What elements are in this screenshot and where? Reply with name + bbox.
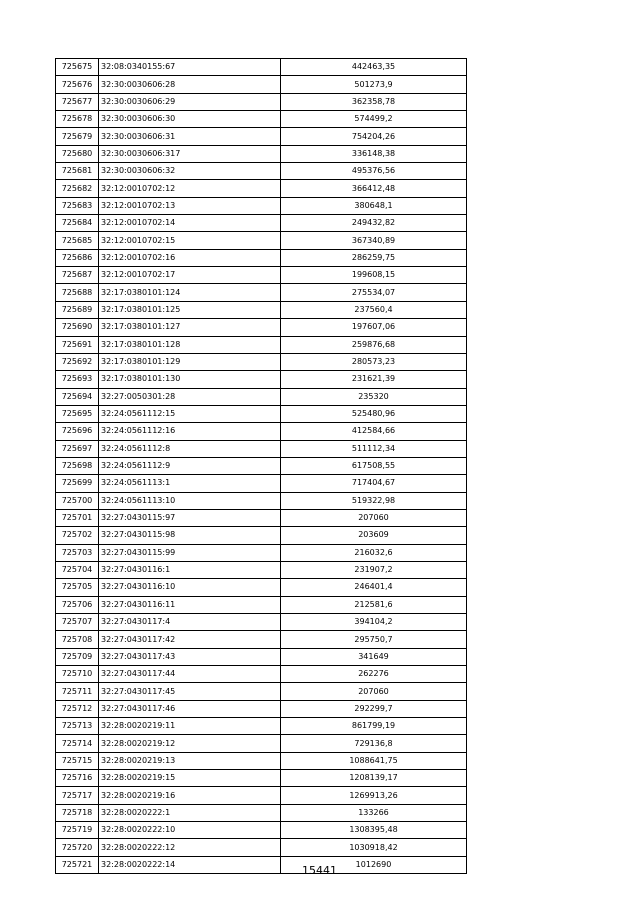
value-cell: 336148,38 [281,145,467,162]
value-cell: 1088641,75 [281,752,467,769]
row-id-cell: 725693 [56,371,99,388]
value-cell: 249432,82 [281,215,467,232]
value-cell: 235320 [281,388,467,405]
value-cell: 231621,39 [281,371,467,388]
table-row [56,596,467,613]
value-cell: 133266 [281,804,467,821]
cadastral-number-cell: 32:27:0430116:11 [99,596,281,613]
table-row [56,76,467,93]
cadastral-number-cell: 32:27:0430115:99 [99,544,281,561]
cadastral-number-cell: 32:27:0050301:28 [99,388,281,405]
value-cell: 501273,9 [281,76,467,93]
table-row [56,353,467,370]
row-id-cell: 725718 [56,804,99,821]
cadastral-number-cell: 32:27:0430117:44 [99,666,281,683]
table-row [56,180,467,197]
table-row [56,527,467,544]
table-row [56,735,467,752]
row-id-cell: 725715 [56,752,99,769]
value-cell: 412584,66 [281,423,467,440]
cadastral-number-cell: 32:12:0010702:17 [99,267,281,284]
cadastral-number-cell: 32:24:0561113:10 [99,492,281,509]
cadastral-number-cell: 32:27:0430115:98 [99,527,281,544]
cadastral-number-cell: 32:17:0380101:128 [99,336,281,353]
table-row [56,614,467,631]
cadastral-number-cell: 32:12:0010702:16 [99,249,281,266]
row-id-cell: 725686 [56,249,99,266]
value-cell: 203609 [281,527,467,544]
value-cell: 199608,15 [281,267,467,284]
row-id-cell: 725692 [56,353,99,370]
cadastral-number-cell: 32:24:0561113:1 [99,475,281,492]
cadastral-number-cell: 32:24:0561112:15 [99,405,281,422]
cadastral-number-cell: 32:30:0030606:31 [99,128,281,145]
cadastral-number-cell: 32:17:0380101:129 [99,353,281,370]
value-cell: 216032,6 [281,544,467,561]
value-cell: 367340,89 [281,232,467,249]
table-row [56,267,467,284]
cadastral-number-cell: 32:28:0020222:14 [99,856,281,873]
value-cell: 1269913,26 [281,787,467,804]
table-row [56,249,467,266]
value-cell: 1012690 [281,856,467,873]
cadastral-number-cell: 32:24:0561112:16 [99,423,281,440]
row-id-cell: 725683 [56,197,99,214]
table-row [56,822,467,839]
value-cell: 495376,56 [281,163,467,180]
value-cell: 861799,19 [281,718,467,735]
table-row [56,440,467,457]
table-row [56,59,467,76]
cadastral-number-cell: 32:28:0020219:15 [99,770,281,787]
row-id-cell: 725685 [56,232,99,249]
value-cell: 717404,67 [281,475,467,492]
table-row [56,111,467,128]
cadastral-number-cell: 32:08:0340155:67 [99,59,281,76]
cadastral-number-cell: 32:30:0030606:32 [99,163,281,180]
page-number: 15441 [302,864,337,877]
table-row [56,787,467,804]
cadastral-number-cell: 32:27:0430116:10 [99,579,281,596]
table-row [56,284,467,301]
value-cell: 231907,2 [281,561,467,578]
cadastral-number-cell: 32:27:0430116:1 [99,561,281,578]
cadastral-number-cell: 32:30:0030606:29 [99,93,281,110]
row-id-cell: 725703 [56,544,99,561]
value-cell: 237560,4 [281,301,467,318]
cadastral-number-cell: 32:12:0010702:13 [99,197,281,214]
value-cell: 380648,1 [281,197,467,214]
cadastral-number-cell: 32:27:0430117:45 [99,683,281,700]
cadastral-number-cell: 32:27:0430115:97 [99,509,281,526]
table-row [56,371,467,388]
value-cell: 207060 [281,683,467,700]
value-cell: 442463,35 [281,59,467,76]
row-id-cell: 725677 [56,93,99,110]
row-id-cell: 725690 [56,319,99,336]
row-id-cell: 725721 [56,856,99,873]
value-cell: 362358,78 [281,93,467,110]
table-row [56,423,467,440]
row-id-cell: 725687 [56,267,99,284]
table-row [56,579,467,596]
value-cell: 212581,6 [281,596,467,613]
table-row [56,544,467,561]
value-cell: 341649 [281,648,467,665]
value-cell: 525480,96 [281,405,467,422]
cadastral-number-cell: 32:12:0010702:14 [99,215,281,232]
row-id-cell: 725712 [56,700,99,717]
row-id-cell: 725695 [56,405,99,422]
cadastral-number-cell: 32:28:0020219:12 [99,735,281,752]
row-id-cell: 725691 [56,336,99,353]
row-id-cell: 725714 [56,735,99,752]
row-id-cell: 725705 [56,579,99,596]
row-id-cell: 725710 [56,666,99,683]
row-id-cell: 725716 [56,770,99,787]
cadastral-number-cell: 32:24:0561112:9 [99,457,281,474]
data-table [55,58,467,874]
cadastral-number-cell: 32:28:0020219:13 [99,752,281,769]
cadastral-number-cell: 32:28:0020219:16 [99,787,281,804]
value-cell: 729136,8 [281,735,467,752]
value-cell: 286259,75 [281,249,467,266]
value-cell: 754204,26 [281,128,467,145]
cadastral-number-cell: 32:12:0010702:12 [99,180,281,197]
table-row [56,128,467,145]
value-cell: 197607,06 [281,319,467,336]
cadastral-number-cell: 32:17:0380101:125 [99,301,281,318]
value-cell: 617508,55 [281,457,467,474]
row-id-cell: 725678 [56,111,99,128]
value-cell: 259876,68 [281,336,467,353]
table-row [56,770,467,787]
table-row [56,509,467,526]
value-cell: 1030918,42 [281,839,467,856]
table-row [56,804,467,821]
row-id-cell: 725680 [56,145,99,162]
value-cell: 280573,23 [281,353,467,370]
table-row [56,718,467,735]
row-id-cell: 725713 [56,718,99,735]
value-cell: 246401,4 [281,579,467,596]
row-id-cell: 725720 [56,839,99,856]
row-id-cell: 725684 [56,215,99,232]
table-row [56,457,467,474]
cadastral-number-cell: 32:30:0030606:30 [99,111,281,128]
value-cell: 511112,34 [281,440,467,457]
row-id-cell: 725709 [56,648,99,665]
row-id-cell: 725702 [56,527,99,544]
row-id-cell: 725681 [56,163,99,180]
value-cell: 292299,7 [281,700,467,717]
cadastral-number-cell: 32:30:0030606:28 [99,76,281,93]
table-row [56,752,467,769]
cadastral-number-cell: 32:17:0380101:130 [99,371,281,388]
table-row [56,93,467,110]
row-id-cell: 725697 [56,440,99,457]
value-cell: 275534,07 [281,284,467,301]
table-row [56,301,467,318]
row-id-cell: 725688 [56,284,99,301]
table-body [56,59,467,874]
table-row [56,232,467,249]
table-row [56,475,467,492]
table-row [56,561,467,578]
value-cell: 207060 [281,509,467,526]
table-row [56,683,467,700]
cadastral-number-cell: 32:17:0380101:124 [99,284,281,301]
value-cell: 394104,2 [281,614,467,631]
value-cell: 366412,48 [281,180,467,197]
row-id-cell: 725696 [56,423,99,440]
row-id-cell: 725676 [56,76,99,93]
row-id-cell: 725707 [56,614,99,631]
value-cell: 1308395,48 [281,822,467,839]
row-id-cell: 725717 [56,787,99,804]
cadastral-number-cell: 32:27:0430117:42 [99,631,281,648]
cadastral-number-cell: 32:27:0430117:4 [99,614,281,631]
row-id-cell: 725682 [56,180,99,197]
row-id-cell: 725675 [56,59,99,76]
table-row [56,648,467,665]
table-row [56,319,467,336]
table-row [56,839,467,856]
cadastral-number-cell: 32:28:0020222:1 [99,804,281,821]
row-id-cell: 725719 [56,822,99,839]
table-row [56,700,467,717]
row-id-cell: 725698 [56,457,99,474]
cadastral-number-cell: 32:28:0020222:12 [99,839,281,856]
value-cell: 519322,98 [281,492,467,509]
cadastral-number-cell: 32:27:0430117:46 [99,700,281,717]
cadastral-number-cell: 32:30:0030606:317 [99,145,281,162]
table-row [56,492,467,509]
row-id-cell: 725699 [56,475,99,492]
row-id-cell: 725694 [56,388,99,405]
table-row [56,163,467,180]
table-row [56,388,467,405]
row-id-cell: 725689 [56,301,99,318]
row-id-cell: 725708 [56,631,99,648]
value-cell: 574499,2 [281,111,467,128]
cadastral-number-cell: 32:27:0430117:43 [99,648,281,665]
cadastral-number-cell: 32:12:0010702:15 [99,232,281,249]
value-cell: 1208139,17 [281,770,467,787]
table-row [56,336,467,353]
row-id-cell: 725700 [56,492,99,509]
row-id-cell: 725711 [56,683,99,700]
row-id-cell: 725701 [56,509,99,526]
cadastral-number-cell: 32:28:0020222:10 [99,822,281,839]
table-row [56,145,467,162]
table-row [56,215,467,232]
cadastral-number-cell: 32:17:0380101:127 [99,319,281,336]
row-id-cell: 725679 [56,128,99,145]
cadastral-number-cell: 32:24:0561112:8 [99,440,281,457]
row-id-cell: 725706 [56,596,99,613]
value-cell: 295750,7 [281,631,467,648]
cadastral-number-cell: 32:28:0020219:11 [99,718,281,735]
table-row [56,405,467,422]
table-row [56,197,467,214]
row-id-cell: 725704 [56,561,99,578]
table-row [56,631,467,648]
value-cell: 262276 [281,666,467,683]
table-row [56,666,467,683]
